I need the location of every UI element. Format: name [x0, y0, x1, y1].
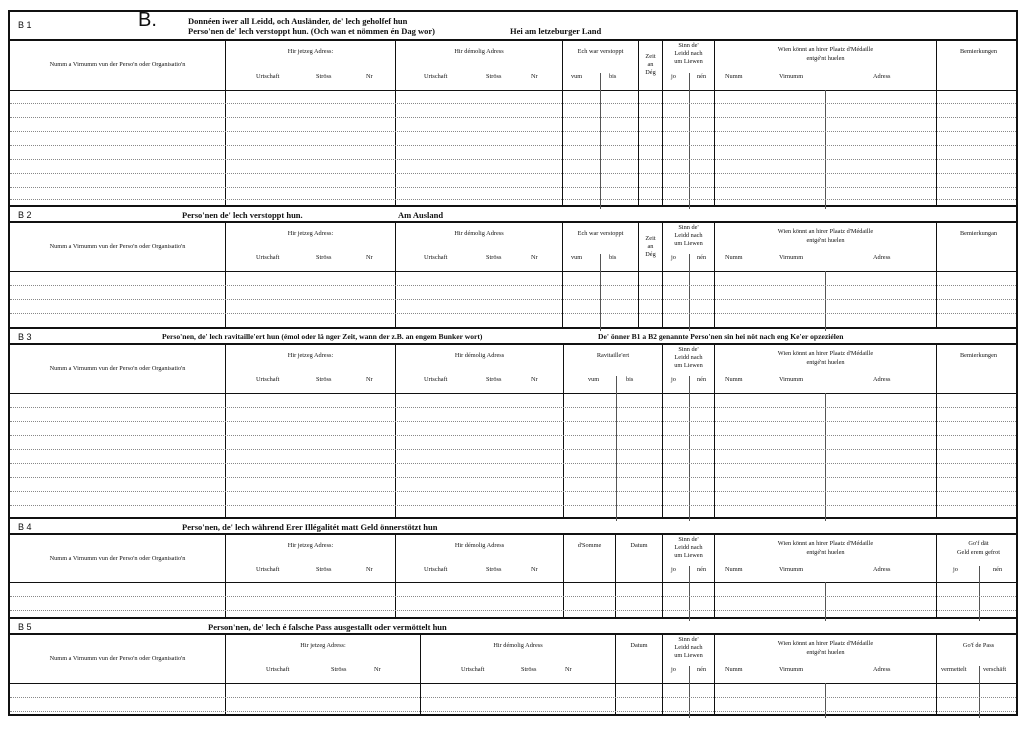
virnumm-label: Virnumm: [779, 73, 804, 80]
vum-label: vum: [588, 376, 600, 383]
section-b2: [10, 207, 1016, 329]
section-title-line1: Perso'nen de' lech verstoppt hun.: [182, 210, 303, 220]
vum-label: vum: [571, 73, 583, 80]
section-b3: [10, 329, 1016, 519]
sinn-label: Leidd nach: [674, 544, 703, 551]
stross-label: Ströss: [486, 566, 502, 573]
name-col-header: Numm a Virnumm vun der Perso'n oder Organisatio'n: [49, 655, 186, 662]
former-address-header: Hir démolig Adress: [454, 542, 505, 549]
urtschaft-label: Urtschaft: [256, 376, 280, 383]
medal-header: Wien könnt an hirer Plaatz d'Médaille: [777, 228, 874, 235]
remarks-header: Bemierkungen: [959, 352, 998, 359]
jo-label: jo: [953, 566, 958, 573]
stross-label: Ströss: [316, 376, 332, 383]
medal-header: entgé'nt huelen: [806, 237, 845, 244]
zeit-label: an: [647, 243, 654, 250]
numm-label: Numm: [725, 666, 743, 673]
medal-header: entgé'nt huelen: [806, 359, 845, 366]
sum-header: d'Somme: [577, 542, 602, 549]
sinn-label: um Liewen: [674, 652, 703, 659]
stross-label: Ströss: [521, 666, 537, 673]
current-address-header: Hir jetzeg Adress:: [287, 542, 334, 549]
sinn-label: Sinn de': [678, 346, 699, 353]
medal-header: Wien könnt an hirer Plaatz d'Médaille: [777, 350, 874, 357]
form-letter: B.: [138, 9, 157, 31]
zeit-label: Zeit: [645, 53, 656, 60]
section-title-line1: Perso'nen, de' lech während Erer Illégalitét matt Geld önnerstötzt hun: [182, 522, 438, 532]
jo-label: jo: [671, 666, 676, 673]
nr-label: Nr: [366, 73, 373, 80]
zeit-label: Zeit: [645, 235, 656, 242]
stross-label: Ströss: [486, 376, 502, 383]
bis-label: bis: [609, 73, 617, 80]
nr-label: Nr: [565, 666, 572, 673]
former-address-header: Hir démolig Adress: [493, 642, 543, 649]
numm-label: Numm: [725, 376, 743, 383]
urtschaft-label: Urtschaft: [266, 666, 290, 673]
table-b2: [10, 221, 1016, 329]
ravitailleert-header: Ravitaille'ert: [596, 352, 630, 359]
stross-label: Ströss: [486, 73, 502, 80]
table-b4: [10, 533, 1016, 619]
stross-label: Ströss: [316, 566, 332, 573]
pass-header: Go'f de Pass: [962, 642, 995, 649]
current-address-header: Hir jetzeg Adress:: [287, 352, 334, 359]
virnumm-label: Virnumm: [779, 254, 804, 261]
sinn-label: Leidd nach: [674, 354, 703, 361]
urtschaft-label: Urtschaft: [424, 566, 448, 573]
section-title-extra: Am Ausland: [398, 210, 444, 220]
zeit-label: Dég: [645, 69, 656, 76]
money-back-header: Go'f dät: [968, 540, 989, 547]
sinn-label: Sinn de': [678, 42, 699, 49]
medal-header: Wien könnt an hirer Plaatz d'Médaille: [777, 640, 874, 647]
adress-label: Adress: [873, 566, 891, 573]
section-id: B 1: [18, 20, 32, 30]
urtschaft-label: Urtschaft: [256, 254, 280, 261]
adress-label: Adress: [873, 254, 891, 261]
adress-label: Adress: [873, 73, 891, 80]
sinn-label: um Liewen: [674, 552, 703, 559]
jo-label: jo: [671, 376, 676, 383]
sinn-label: Sinn de': [678, 224, 699, 231]
medal-header: entgé'nt huelen: [806, 549, 845, 556]
urtschaft-label: Urtschaft: [256, 566, 280, 573]
nr-label: Nr: [366, 376, 373, 383]
nr-label: Nr: [366, 566, 373, 573]
nr-label: Nr: [531, 254, 538, 261]
stross-label: Ströss: [331, 666, 347, 673]
section-title-line1: Person'nen, de' lech é falsche Pass ausgestallt oder vermöttelt hun: [208, 622, 447, 632]
former-address-header: Hir démolig Adress: [454, 48, 504, 55]
nen-label: nén: [697, 254, 707, 261]
numm-label: Numm: [725, 73, 743, 80]
form-frame: [8, 10, 1018, 716]
urtschaft-label: Urtschaft: [256, 73, 280, 80]
virnumm-label: Virnumm: [779, 566, 804, 573]
date-header: Datum: [630, 542, 648, 549]
nen-label: nén: [993, 566, 1003, 573]
section-b5: [10, 619, 1016, 716]
section-b1: [10, 9, 1016, 207]
date-header: Datum: [630, 642, 648, 649]
section-id: B 3: [18, 332, 32, 342]
stross-label: Ströss: [316, 73, 332, 80]
urtschaft-label: Urtschaft: [424, 376, 448, 383]
name-col-header: Numm a Virnumm vun der Perso'n oder Organisatio'n: [49, 365, 186, 372]
name-col-header: Numm a Virnumm vun der Perso'n oder Organisatio'n: [49, 243, 186, 250]
section-title-line1: Perso'nen, de' lech ravitaille'ert hun (émol oder lä nger Zeit, wann der z.B. an engem Bunker wort): [162, 332, 483, 341]
stross-label: Ströss: [316, 254, 332, 261]
vum-label: vum: [571, 254, 583, 261]
sinn-label: Leidd nach: [674, 50, 703, 57]
current-address-header: Hir jetzeg Adress:: [287, 48, 334, 55]
nen-label: nén: [697, 666, 707, 673]
stross-label: Ströss: [486, 254, 502, 261]
nr-label: Nr: [531, 376, 538, 383]
remarks-header: Bemierkungen: [959, 48, 998, 55]
section-title-line1: Donnéen iwer all Leidd, och Ausländer, de' lech geholfef hun: [188, 16, 408, 26]
former-address-header: Hir démolig Adress: [454, 230, 504, 237]
nen-label: nén: [697, 376, 707, 383]
section-b4: [10, 519, 1016, 619]
jo-label: jo: [671, 254, 676, 261]
table-b1: [10, 39, 1016, 207]
urtschaft-label: Urtschaft: [461, 666, 485, 673]
table-b3: [10, 343, 1016, 519]
adress-label: Adress: [873, 376, 891, 383]
nen-label: nén: [697, 566, 707, 573]
vermettelt-label: vermettelt: [941, 666, 967, 673]
section-title-line2: Perso'nen de' lech verstoppt hun. (Och wan et nömmen én Dag wor): [188, 26, 435, 36]
section-id: B 2: [18, 210, 32, 220]
zeit-label: Dég: [645, 251, 656, 258]
nr-label: Nr: [366, 254, 373, 261]
section-title-extra: De' önner B1 a B2 genannte Perso'nen sin hei nöt nach eng Ke'er opzeziélen: [598, 332, 844, 341]
name-col-header: Numm a Virnumm vun der Perso'n oder Organisatio'n: [49, 61, 186, 68]
urtschaft-label: Urtschaft: [424, 254, 448, 261]
medal-header: entgé'nt huelen: [806, 649, 845, 656]
jo-label: jo: [671, 73, 676, 80]
sinn-label: um Liewen: [674, 240, 703, 247]
nr-label: Nr: [374, 666, 381, 673]
section-id: B 4: [18, 522, 32, 532]
sinn-label: Sinn de': [678, 636, 699, 643]
medal-header: entgé'nt huelen: [806, 55, 845, 62]
table-b5: [10, 633, 1016, 716]
nen-label: nén: [697, 73, 707, 80]
name-col-header: Numm a Virnumm vun der Perso'n oder Organisatio'n: [49, 555, 186, 562]
sinn-label: um Liewen: [674, 58, 703, 65]
former-address-header: Hir démolig Adress: [454, 352, 505, 359]
verschaft-label: verschäft: [983, 666, 1007, 673]
virnumm-label: Virnumm: [779, 666, 804, 673]
bis-label: bis: [609, 254, 617, 261]
money-back-header: Geld erem gefrot: [956, 549, 1000, 556]
nr-label: Nr: [531, 73, 538, 80]
medal-header: Wien könnt an hirer Plaatz d'Médaille: [777, 540, 874, 547]
medal-header: Wien könnt an hirer Plaatz d'Médaille: [777, 46, 874, 53]
remarks-header: Bemierkungan: [959, 230, 998, 237]
jo-label: jo: [671, 566, 676, 573]
sinn-label: Leidd nach: [674, 232, 703, 239]
section-title-extra: Hei am letzeburger Land: [510, 26, 602, 36]
section-id: B 5: [18, 622, 32, 632]
numm-label: Numm: [725, 566, 743, 573]
sinn-label: um Liewen: [674, 362, 703, 369]
current-address-header: Hir jetzeg Adress:: [287, 230, 334, 237]
hidden-header: Ech war verstoppt: [577, 48, 624, 55]
zeit-label: an: [647, 61, 654, 68]
sinn-label: Leidd nach: [674, 644, 703, 651]
current-address-header: Hir jetzeg Adress:: [300, 642, 346, 649]
virnumm-label: Virnumm: [779, 376, 804, 383]
nr-label: Nr: [531, 566, 538, 573]
hidden-header: Ech war verstoppt: [577, 230, 624, 237]
sinn-label: Sinn de': [678, 536, 699, 543]
adress-label: Adress: [873, 666, 891, 673]
numm-label: Numm: [725, 254, 743, 261]
bis-label: bis: [626, 376, 634, 383]
urtschaft-label: Urtschaft: [424, 73, 448, 80]
